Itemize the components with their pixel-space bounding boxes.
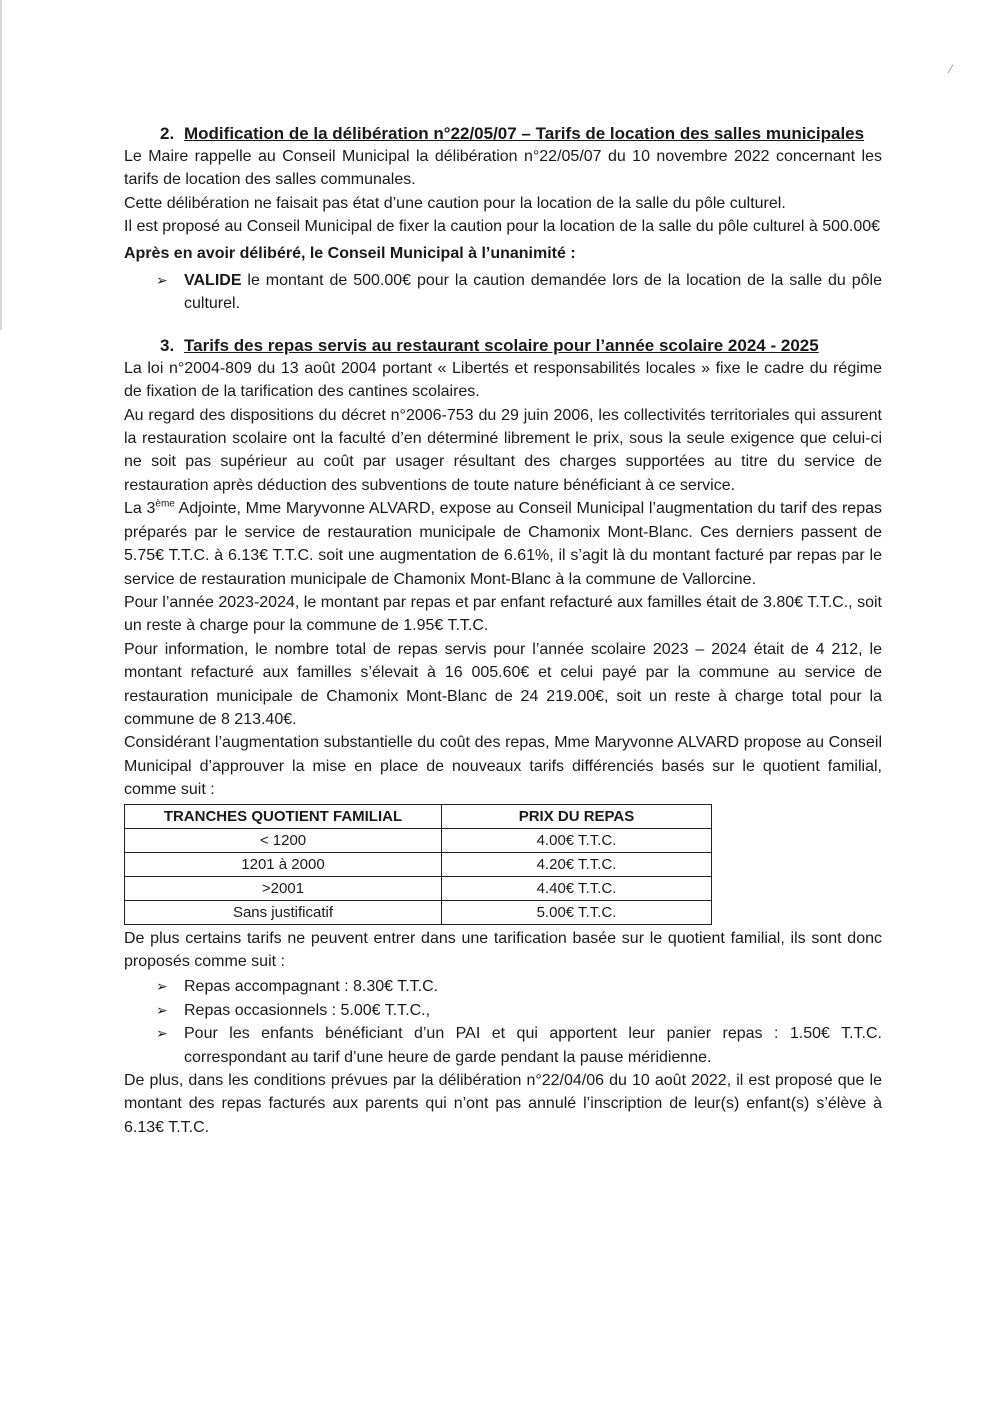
section-2-title: Modification de la délibération n°22/05/07 – Tarifs de location des salles municipales	[184, 124, 865, 143]
table-cell: 5.00€ T.T.C.	[441, 900, 711, 924]
list-item-text: Repas accompagnant : 8.30€ T.T.C.	[184, 978, 439, 996]
section-2-paragraph-1: Le Maire rappelle au Conseil Municipal la délibération n°22/05/07 du 10 novembre 2022 concernant les tarifs de location des salles communales.	[124, 148, 882, 189]
table-cell: Sans justificatif	[125, 900, 442, 924]
section-3	[124, 334, 882, 1139]
section-2-heading	[124, 122, 882, 145]
table-header-cell: PRIX DU REPAS	[441, 804, 711, 828]
section-2-bullet-list	[124, 269, 882, 316]
document-page	[124, 122, 882, 1139]
list-item	[124, 999, 882, 1022]
scan-edge-line	[0, 0, 2, 330]
list-item	[124, 975, 882, 998]
table-header-row	[125, 804, 712, 828]
arrow-bullet-icon: ➢	[156, 1001, 168, 1018]
section-3-paragraph-3	[124, 497, 882, 591]
p3-superscript: ème	[155, 498, 175, 510]
arrow-bullet-icon: ➢	[156, 1025, 168, 1042]
section-2	[124, 122, 882, 316]
section-3-paragraph-4: Pour l’année 2023-2024, le montant par repas et par enfant refacturé aux familles était de 3.80€ T.T.C., soit un reste à charge pour la commune de 1.95€ T.T.C.	[124, 593, 882, 635]
section-3-heading	[124, 334, 882, 357]
table-row	[125, 876, 712, 900]
section-2-number: 2.	[160, 124, 175, 143]
list-item-text: Repas occasionnels : 5.00€ T.T.C.,	[184, 1001, 431, 1019]
section-3-title: Tarifs des repas servis au restaurant scolaire pour l’année scolaire 2024 - 2025	[184, 335, 819, 355]
table-row	[125, 828, 712, 852]
section-3-bullet-list	[124, 975, 882, 1069]
section-3-number: 3.	[160, 335, 175, 355]
table-header-cell: TRANCHES QUOTIENT FAMILIAL	[125, 804, 442, 828]
section-3-paragraph-2: Au regard des dispositions du décret n°2006-753 du 29 juin 2006, les collectivités territoriales qui assurent la restauration scolaire ont la faculté d’en déterminé librement le prix, sous la seule exigence que celui-ci ne soit pas supérieur au coût par usager résultant des charges supportées au titre du service de restauration après déduction des subventions de toute nature bénéficiant à ce service.	[124, 406, 882, 494]
scan-mark: ⁄	[950, 62, 953, 76]
bullet-valide-word: VALIDE	[184, 272, 242, 290]
table-cell: 4.40€ T.T.C.	[441, 876, 711, 900]
section-2-paragraph-3: Il est proposé au Conseil Municipal de fixer la caution pour la location de la salle du pôle culturel à 500.00€	[124, 218, 881, 236]
tarifs-table	[124, 804, 712, 925]
list-item-text: Pour les enfants bénéficiant d’un PAI et qui apportent leur panier repas : 1.50€ T.T.C. correspondant au tarif d’une heure de garde pendant la pause méridienne.	[184, 1025, 882, 1066]
p3-prefix: La 3	[124, 500, 156, 518]
section-3-paragraph-7: De plus certains tarifs ne peuvent entrer dans une tarification basée sur le quotient familial, ils sont donc proposés comme suit :	[124, 929, 882, 970]
section-2-bullet	[124, 269, 882, 316]
arrow-bullet-icon: ➢	[156, 272, 168, 289]
section-3-paragraph-1: La loi n°2004-809 du 13 août 2004 portant « Libertés et responsabilités locales » fixe le cadre du régime de fixation de la tarification des cantines scolaires.	[124, 359, 882, 401]
section-3-paragraph-8: De plus, dans les conditions prévues par la délibération n°22/04/06 du 10 août 2022, il est proposé que le montant des repas facturés aux parents qui n’ont pas annulé l’inscription de leur(s) enfant(s) s’élève à 6.13€ T.T.C.	[124, 1072, 882, 1136]
table-cell: < 1200	[125, 828, 442, 852]
table-cell: >2001	[125, 876, 442, 900]
bullet-valide-text: le montant de 500.00€ pour la caution demandée lors de la location de la salle du pôle culturel.	[184, 272, 882, 313]
arrow-bullet-icon: ➢	[156, 978, 168, 995]
section-2-decision: Après en avoir délibéré, le Conseil Municipal à l’unanimité :	[124, 244, 576, 262]
section-3-paragraph-6: Considérant l’augmentation substantielle du coût des repas, Mme Maryvonne ALVARD propose au Conseil Municipal d’approuver la mise en place de nouveaux tarifs différenciés basés sur le quotient familial, comme suit :	[124, 734, 882, 799]
table-row	[125, 852, 712, 876]
list-item	[124, 1022, 882, 1069]
table-cell: 4.00€ T.T.C.	[441, 828, 711, 852]
table-cell: 4.20€ T.T.C.	[441, 852, 711, 876]
section-2-paragraph-2: Cette délibération ne faisait pas état d’une caution pour la location de la salle du pôle culturel.	[124, 194, 786, 212]
table-row	[125, 900, 712, 924]
section-3-paragraph-5: Pour information, le nombre total de repas servis pour l’année scolaire 2023 – 2024 était de 4 212, le montant refacturé aux familles s’élevait à 16 005.60€ et celui payé par la commune au service de restauration municipale de Chamonix Mont-Blanc de 24 219.00€, soit un reste à charge total pour la commune de 8 213.40€.	[124, 640, 882, 728]
p3-rest: Adjointe, Mme Maryvonne ALVARD, expose au Conseil Municipal l’augmentation du tarif des repas préparés par le service de restauration municipale de Chamonix Mont-Blanc. Ces derniers passent de 5.75€ T.T.C. à 6.13€ T.T.C. soit une augmentation de 6.61%, il s’agit là du montant facturé par repas par le service de restauration municipale de Chamonix Mont-Blanc à la commune de Vallorcine.	[124, 500, 883, 588]
table-cell: 1201 à 2000	[125, 852, 442, 876]
